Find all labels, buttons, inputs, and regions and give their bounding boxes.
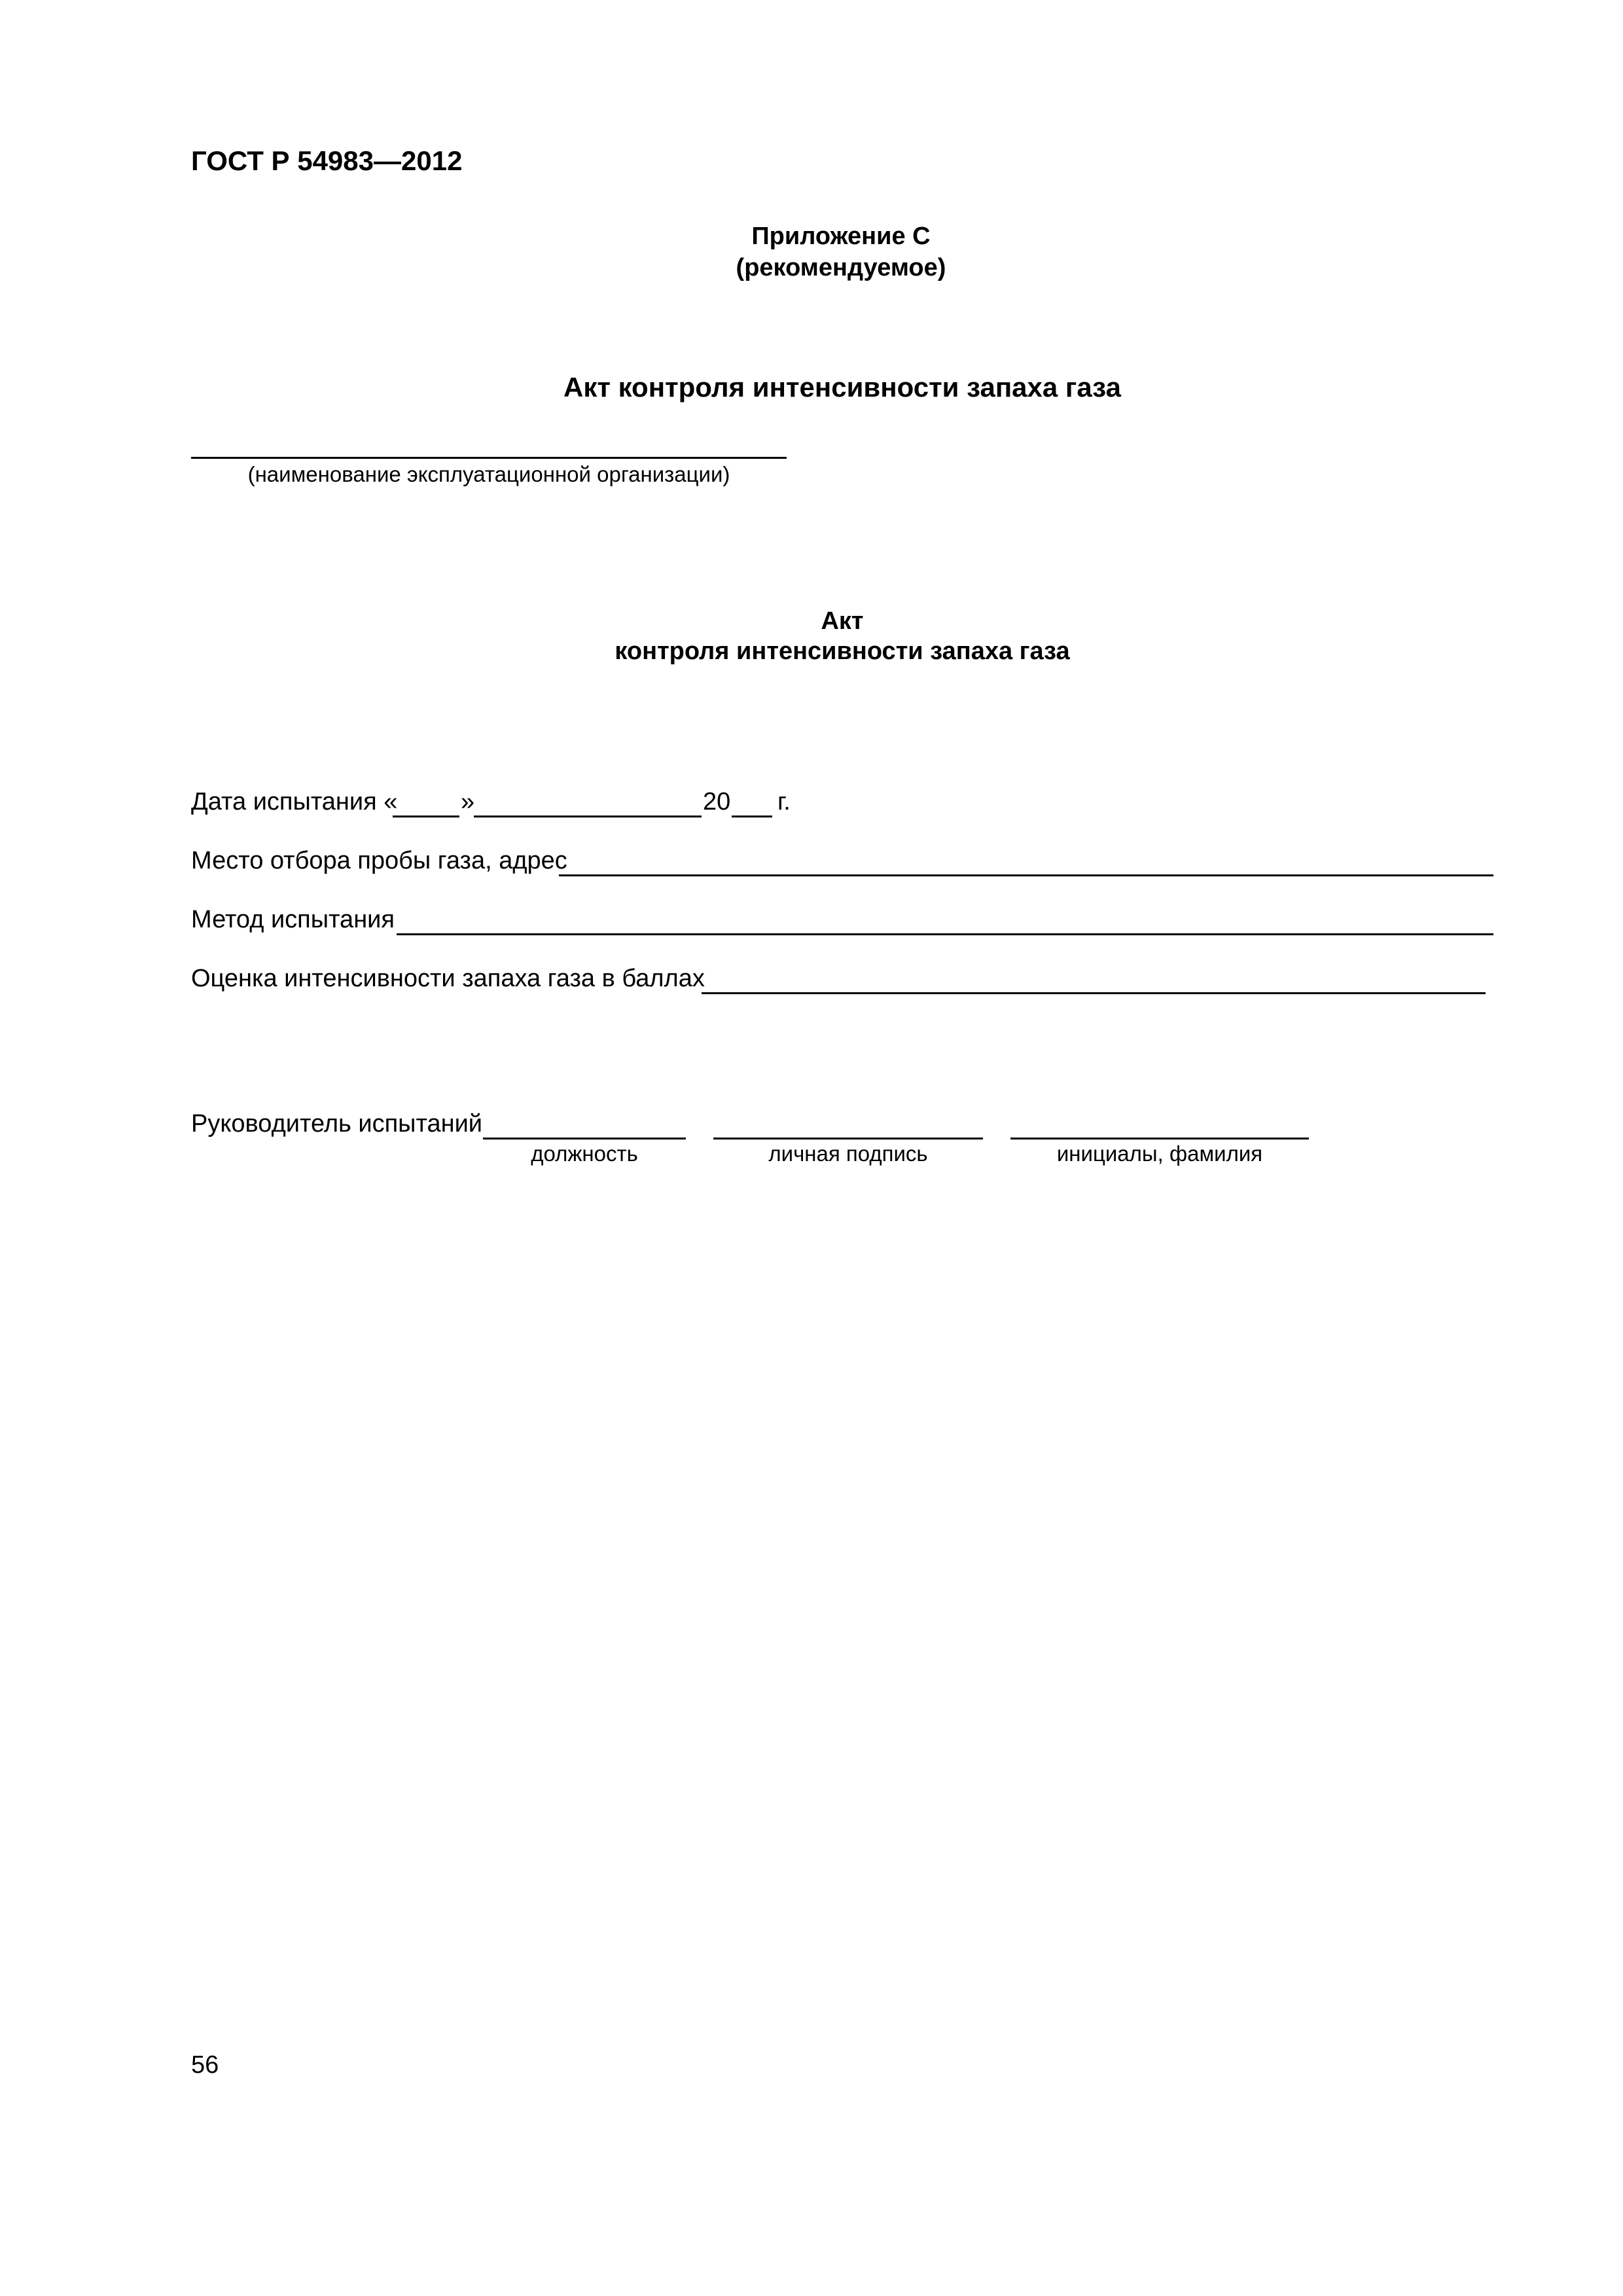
organization-name-line[interactable] <box>191 457 787 459</box>
signature-caption: личная подпись <box>768 1141 928 1166</box>
sampling-place-line[interactable] <box>559 874 1493 876</box>
odor-score-line[interactable] <box>702 992 1486 994</box>
position-caption: должность <box>531 1141 638 1166</box>
test-method-line[interactable] <box>397 933 1493 935</box>
appendix-status: (рекомендуемое) <box>736 254 946 281</box>
test-date-day-line[interactable] <box>393 816 459 817</box>
test-date-month-line[interactable] <box>474 816 702 817</box>
act-heading-line1: Акт <box>821 607 864 635</box>
test-date-label: Дата испытания « <box>191 788 398 816</box>
act-heading-line2: контроля интенсивности запаха газа <box>615 637 1070 665</box>
name-line[interactable] <box>1010 1138 1309 1139</box>
test-date-year-prefix: 20 <box>703 788 731 816</box>
organization-caption: (наименование эксплуатационной организации) <box>247 462 730 486</box>
test-date-year-line[interactable] <box>732 816 772 817</box>
document-title: Акт контроля интенсивности запаха газа <box>563 372 1121 403</box>
appendix-title: Приложение С <box>751 223 931 250</box>
sampling-place-label: Место отбора пробы газа, адрес <box>191 847 567 874</box>
standard-code: ГОСТ Р 54983—2012 <box>191 145 463 176</box>
signature-line[interactable] <box>713 1138 983 1139</box>
name-caption: инициалы, фамилия <box>1056 1141 1263 1166</box>
position-line[interactable] <box>483 1138 686 1139</box>
signature-label: Руководитель испытаний <box>191 1110 483 1138</box>
page-number: 56 <box>191 2051 219 2079</box>
test-method-label: Метод испытания <box>191 906 395 933</box>
test-date-quote-close: » <box>461 788 475 816</box>
test-date-year-suffix: г. <box>777 788 791 816</box>
odor-score-label: Оценка интенсивности запаха газа в баллах <box>191 965 705 992</box>
